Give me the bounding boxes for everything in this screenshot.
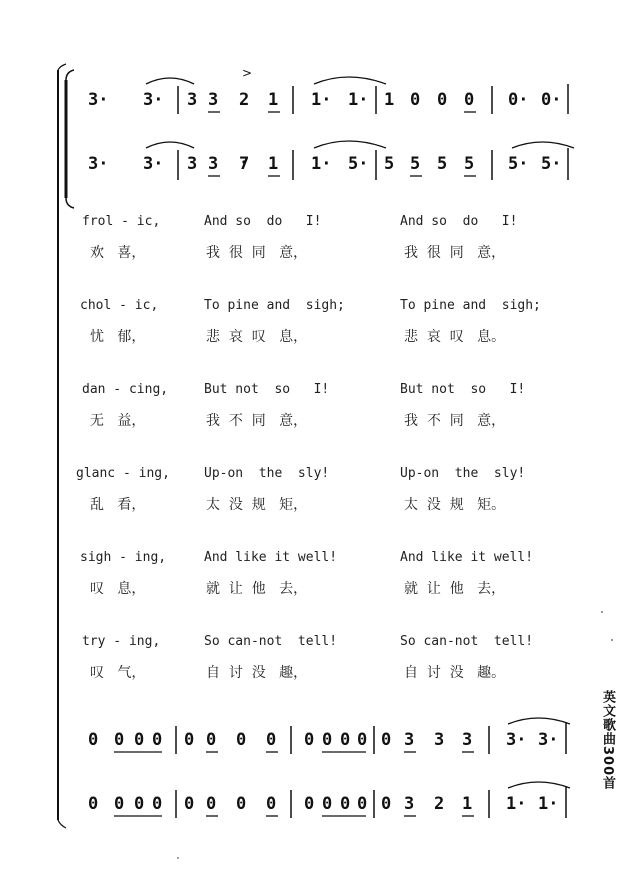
lyric-cn: 忧 郁， xyxy=(90,329,146,345)
lyric-cn: 悲 哀 叹 息。 xyxy=(404,329,506,345)
lyric-en: Up-on the sly! xyxy=(400,466,526,481)
note: 0· xyxy=(541,90,562,110)
note: 0 xyxy=(266,730,277,750)
note: 0 xyxy=(88,794,99,814)
lyric-en: Up-on the sly! xyxy=(204,466,330,481)
note: 1 xyxy=(268,90,279,110)
lyric-en: To pine and sigh; xyxy=(400,298,541,313)
note: 0· xyxy=(508,90,529,110)
note: 0 xyxy=(152,730,163,750)
lyric-en: So can-not tell! xyxy=(204,634,338,649)
note: 0 xyxy=(184,794,195,814)
lyric-en: frol - ic, xyxy=(82,214,161,229)
note: 1 xyxy=(462,794,473,814)
lyric-en: And like it well! xyxy=(400,550,534,565)
note: 0 xyxy=(464,90,475,110)
underlines-system2 xyxy=(114,752,474,816)
note: 3 xyxy=(462,730,473,750)
note: 0 xyxy=(381,730,392,750)
lyric-cn: 悲 哀 叹 息， xyxy=(206,329,308,345)
note: 3· xyxy=(538,730,559,750)
lyric-en: glanc - ing, xyxy=(76,466,170,481)
lyric-en: To pine and sigh; xyxy=(204,298,345,313)
lyric-en: And like it well! xyxy=(204,550,338,565)
note: 0 xyxy=(266,794,277,814)
note: 1· xyxy=(506,794,527,814)
lyric-en: So can-not tell! xyxy=(400,634,534,649)
note: 3 xyxy=(404,730,415,750)
note: 5 xyxy=(437,154,448,174)
lyric-cn: 自 讨 没 趣。 xyxy=(404,665,506,681)
lyric-cn: 就 让 他 去， xyxy=(404,581,506,597)
note: 0 xyxy=(88,730,99,750)
note: 3· xyxy=(143,90,164,110)
lyric-en: But not so I! xyxy=(204,382,330,397)
note: 0 xyxy=(184,730,195,750)
note: 1 xyxy=(268,154,279,174)
note: 0 xyxy=(152,794,163,814)
note: 1· xyxy=(538,794,559,814)
lyric-cn: 无 益， xyxy=(90,413,146,429)
bracket-hook xyxy=(66,198,74,208)
note: 0 xyxy=(381,794,392,814)
note: 0 xyxy=(410,90,421,110)
note: 7 xyxy=(239,154,250,174)
lyric-cn: 就 让 他 去， xyxy=(206,581,308,597)
note: 0 xyxy=(114,794,125,814)
note: 0 xyxy=(206,794,217,814)
note: 5· xyxy=(508,154,529,174)
note: 5· xyxy=(541,154,562,174)
lyric-cn: 我 很 同 意， xyxy=(404,245,506,261)
accent-mark: > xyxy=(242,66,253,80)
book-title-sidebar: 英文歌曲300首 xyxy=(600,690,615,791)
lyric-cn: 叹 息， xyxy=(90,581,146,597)
note: 0 xyxy=(236,794,247,814)
note: 1· xyxy=(311,90,332,110)
lyric-cn: 叹 气， xyxy=(90,665,146,681)
note: 0 xyxy=(134,794,145,814)
note: 3· xyxy=(88,90,109,110)
note: 1· xyxy=(311,154,332,174)
note: 0 xyxy=(322,730,333,750)
note: 5 xyxy=(410,154,421,174)
note: 0 xyxy=(322,794,333,814)
lyric-en: chol - ic, xyxy=(80,298,159,313)
lyric-cn: 欢 喜， xyxy=(90,245,146,261)
lyric-cn: 太 没 规 矩。 xyxy=(404,497,506,513)
note: 3 xyxy=(208,154,219,174)
note: 0 xyxy=(340,730,351,750)
note: 3 xyxy=(187,90,198,110)
lyric-cn: 自 讨 没 趣， xyxy=(206,665,308,681)
note: 3 xyxy=(404,794,415,814)
note: 2 xyxy=(434,794,445,814)
note: 0 xyxy=(357,794,368,814)
note: 0 xyxy=(134,730,145,750)
lyric-en: And so do I! xyxy=(400,214,518,229)
note: 0 xyxy=(114,730,125,750)
lyric-cn: 我 不 同 意， xyxy=(404,413,506,429)
note: 3· xyxy=(88,154,109,174)
lyric-cn: 乱 看， xyxy=(90,497,146,513)
note: 5· xyxy=(348,154,369,174)
note: 0 xyxy=(304,730,315,750)
lyric-en: try - ing, xyxy=(82,634,161,649)
note: 0 xyxy=(236,730,247,750)
ties-system2 xyxy=(508,718,570,788)
lyric-en: dan - cing, xyxy=(82,382,169,397)
lyric-cn: 我 不 同 意， xyxy=(206,413,308,429)
note: 2 xyxy=(239,90,250,110)
lyric-en: And so do I! xyxy=(204,214,322,229)
note: 0 xyxy=(304,794,315,814)
note: 3 xyxy=(208,90,219,110)
note: 3 xyxy=(187,154,198,174)
note: 1 xyxy=(384,90,395,110)
lyric-cn: 我 很 同 意， xyxy=(206,245,308,261)
note: 0 xyxy=(357,730,368,750)
bracket-hook xyxy=(66,70,74,80)
note: 3 xyxy=(434,730,445,750)
lyric-en: sigh - ing, xyxy=(80,550,167,565)
note: 0 xyxy=(206,730,217,750)
note: 5 xyxy=(464,154,475,174)
note: 0 xyxy=(340,794,351,814)
note: 5 xyxy=(384,154,395,174)
note: 1· xyxy=(348,90,369,110)
lyric-cn: 太 没 规 矩， xyxy=(206,497,308,513)
lyric-en: But not so I! xyxy=(400,382,526,397)
note: 3· xyxy=(506,730,527,750)
note: 0 xyxy=(437,90,448,110)
note: 3· xyxy=(143,154,164,174)
